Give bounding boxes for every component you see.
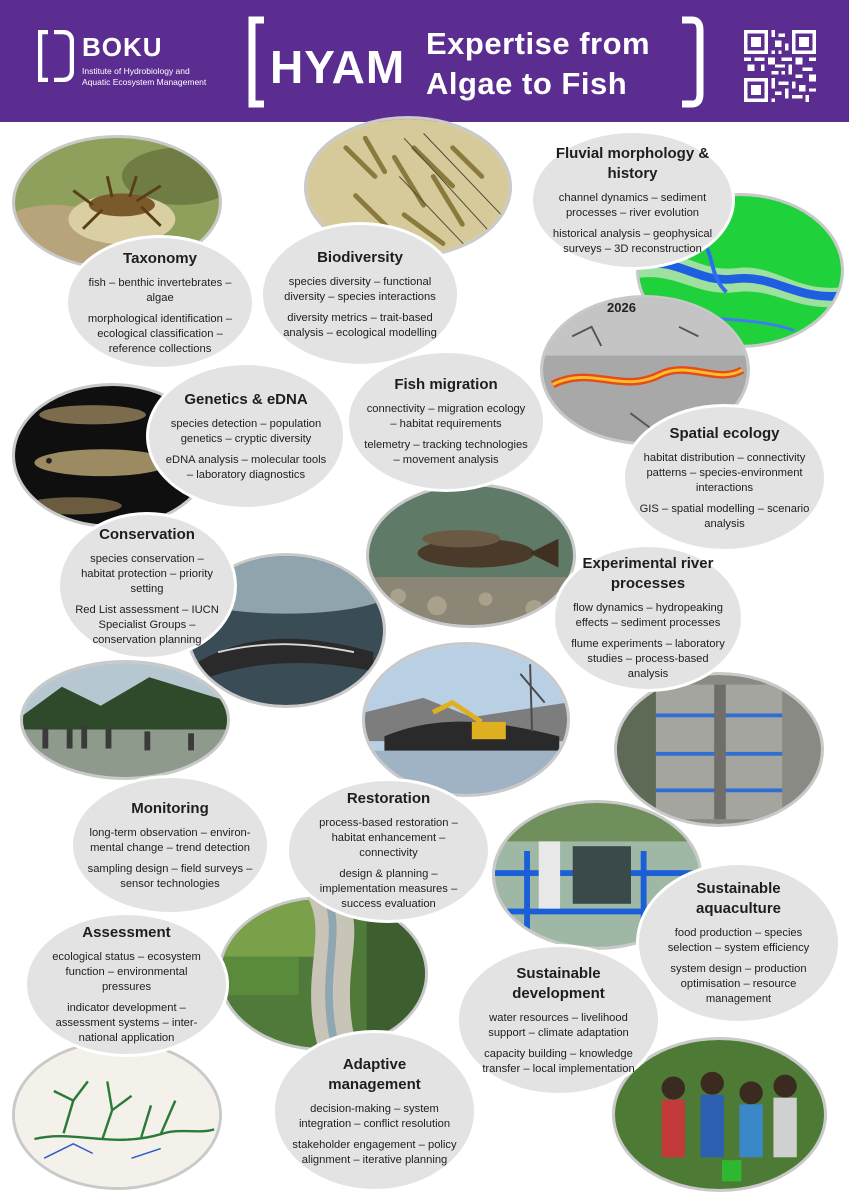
topic-line: species diversity – functional diversity – species interactions <box>284 276 436 303</box>
topic-line: diversity metrics – trait-based analysis – ecological modelling <box>283 312 437 339</box>
topic-title: Taxonomy <box>123 249 197 267</box>
left-bracket-icon <box>244 16 268 108</box>
topic-line: flow dynamics – hydropeaking effects – sediment processes <box>573 602 723 629</box>
topic-fish-migration <box>346 350 546 492</box>
topic-conservation <box>57 512 237 660</box>
topic-line: flume experiments – laboratory studies – process-based analysis <box>571 638 725 680</box>
topic-assessment <box>24 912 229 1057</box>
photo-excavator <box>362 642 570 797</box>
topic-line: telemetry – tracking technologies – movement analysis <box>364 438 528 466</box>
topic-title: Spatial ecology <box>669 425 780 442</box>
topic-line: indicator development – assessment systems – international application <box>55 1002 198 1044</box>
topic-title: Fish migration <box>394 375 498 393</box>
acronym: HYAM <box>270 41 406 93</box>
photo-fish-underwater <box>366 483 576 628</box>
topic-line: long-term observation – environmental change – trend detection <box>89 826 251 854</box>
topic-line: historical analysis – geophysical surveys – 3D reconstruction <box>552 227 713 255</box>
topic-title: Experimental river processes <box>582 555 714 592</box>
topic-title: Assessment <box>82 924 171 941</box>
topic-title: Conservation <box>99 525 195 543</box>
topic-title: Genetics & eDNA <box>184 390 308 408</box>
topic-title: Sustainable development <box>512 964 605 1002</box>
people-group-icon <box>615 1040 824 1189</box>
topic-title: Restoration <box>346 790 431 807</box>
topic-title: Sustainable aquaculture <box>695 880 782 917</box>
right-bracket-icon <box>678 16 704 108</box>
topic-line: species detection – population genetics – cryptic diversity <box>170 417 322 445</box>
topic-line: decision-making – system integration – conflict resolution <box>298 1102 451 1130</box>
topic-restoration <box>286 778 491 923</box>
excavator-icon <box>365 645 567 794</box>
institute-name: Institute of Hydrobiology and Aquatic Ecosystem Management <box>82 66 207 87</box>
qr-code-icon[interactable] <box>744 30 816 102</box>
topic-title: Monitoring <box>131 799 209 817</box>
topic-sustainable-development <box>456 944 661 1096</box>
photo-field-team <box>20 660 230 780</box>
topic-line: connectivity – migration ecology – habitat requirements <box>366 402 526 430</box>
topic-spatial-ecology <box>622 404 827 552</box>
topic-line: eDNA analysis – molecular tools – laboratory diagnostics <box>165 453 327 481</box>
topic-title: Adaptive management <box>328 1055 421 1093</box>
topic-line: stakeholder engagement – policy alignment – iterative planning <box>292 1138 457 1166</box>
topic-biodiversity <box>260 222 460 367</box>
topic-line: capacity building – knowledge transfer – local implementation <box>482 1047 635 1075</box>
photo-flume-facility <box>614 672 824 827</box>
topic-line: water resources – livelihood support – climate adaptation <box>488 1011 629 1039</box>
topic-experimental-river-processes <box>552 544 744 692</box>
tagline-line-1: Expertise from <box>426 26 651 61</box>
topic-taxonomy <box>65 235 255 370</box>
topic-adaptive-management <box>272 1030 477 1192</box>
topic-line: design & planning – implementation measures – success evaluation <box>319 868 458 910</box>
topic-title: Biodiversity <box>317 249 403 266</box>
topic-line: habitat distribution – connectivity patterns – species-environment interactions <box>643 452 806 494</box>
topic-line: morphological identification – ecological classification – reference collections <box>87 312 233 355</box>
topic-line: food production – species selection – system efficiency <box>667 927 810 954</box>
topic-sustainable-aquaculture <box>636 862 841 1024</box>
people-river-icon <box>23 663 227 777</box>
topic-title: Fluvial morphology & history <box>555 144 710 182</box>
topic-line: process-based restoration – habitat enhancement – connectivity <box>319 817 458 859</box>
topic-genetics-edna <box>146 362 346 510</box>
topic-line: Red List assessment – IUCN Specialist Groups – conservation planning <box>75 603 219 646</box>
topic-line: channel dynamics – sediment processes – river evolution <box>558 191 707 219</box>
logo-text: BOKU <box>82 32 163 62</box>
topic-line: species conservation – habitat protection – priority setting <box>81 552 213 595</box>
topic-line: system design – production optimisation – resource management <box>670 963 807 1005</box>
tagline <box>426 24 650 104</box>
map-year-label: 2026 <box>607 300 636 315</box>
topic-monitoring <box>70 775 270 915</box>
boku-logo-icon <box>38 30 74 82</box>
fish-underwater-icon <box>369 486 573 625</box>
photo-river-network-map <box>12 1040 222 1190</box>
topic-line: fish – benthic invertebrates – algae <box>88 276 232 304</box>
topic-line: GIS – spatial modelling – scenario analysis <box>639 503 810 530</box>
header-banner <box>0 0 849 122</box>
topic-fluvial-morphology <box>530 130 735 270</box>
tagline-line-2: Algae to Fish <box>426 66 628 101</box>
topic-line: sampling design – field surveys – sensor technologies <box>87 862 253 890</box>
topic-line: ecological status – ecosystem function – environmental pressures <box>52 951 201 993</box>
network-map-icon <box>15 1043 219 1187</box>
flume-icon <box>617 675 821 824</box>
